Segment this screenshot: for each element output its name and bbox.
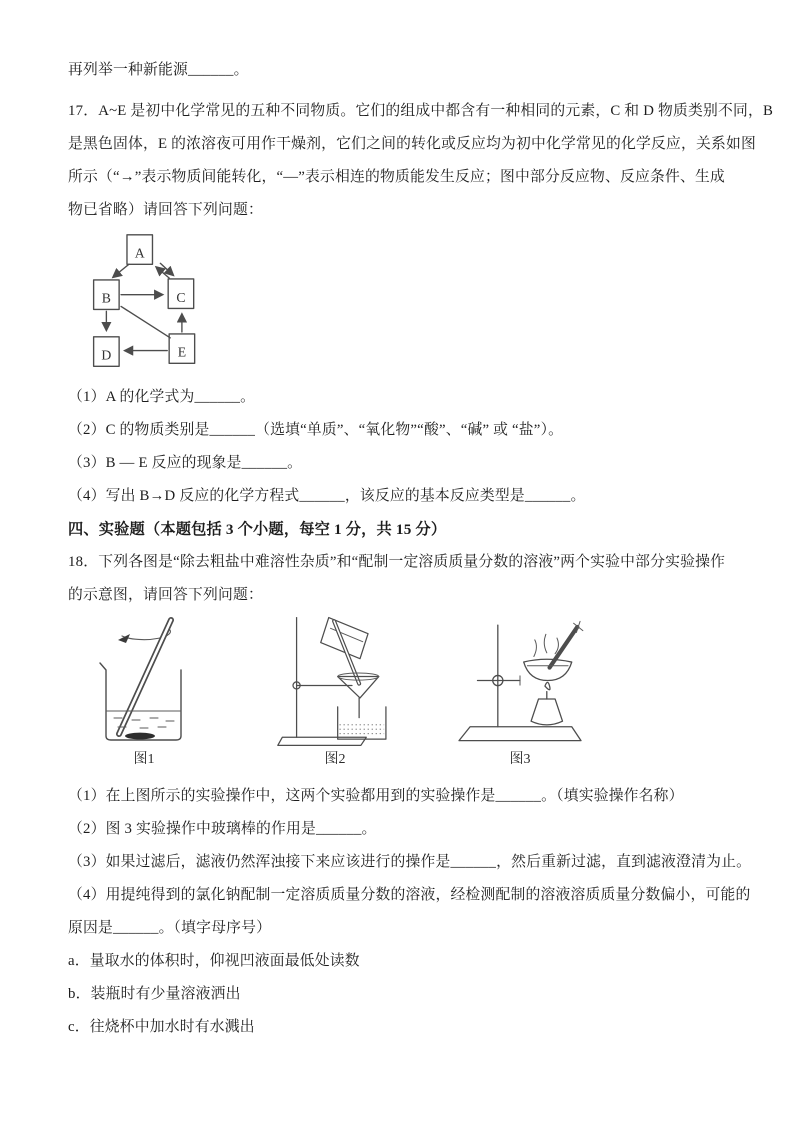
figure-2-label: 图2 [324, 752, 346, 767]
stand-base [459, 727, 581, 741]
question-17-sub-4: （4）写出 B→D 反应的化学方程式______，该反应的基本反应类型是______。 [68, 488, 586, 504]
question-18-sub-4-line-1: （4）用提纯得到的氯化钠配制一定溶质质量分数的溶液，经检测配制的溶液溶质质量分数偏小，可能的 [68, 887, 751, 903]
question-17-sub-2: （2）C 的物质类别是______（选填“单质”、“氧化物”“酸”、“碱” 或 “盐”）。 [68, 422, 564, 438]
question-18-option-a: a．量取水的体积时，仰视凹液面最低处读数 [68, 953, 360, 969]
evaporating-dish [524, 659, 572, 680]
question-18 [68, 546, 752, 1044]
experiment-figures [88, 612, 734, 770]
question-18-option-b: b．装瓶时有少量溶液洒出 [68, 986, 241, 1002]
question-17-line-1: 17．A~E 是初中化学常见的五种不同物质。它们的组成中都含有一种相同的元素，C 和 D 物质类别不同，B [68, 103, 774, 119]
node-label-b: B [101, 290, 111, 306]
arrow-a-to-b [113, 264, 129, 277]
filtrate [339, 725, 384, 734]
lamp-flame [545, 682, 550, 689]
node-label-d: D [101, 347, 112, 363]
node-label-e: E [177, 344, 187, 360]
question-17-line-2: 是黑色固体，E 的浓溶夜可用作干燥剂，它们之间的转化或反应均为初中化学常见的化学反应，关系如图 [68, 136, 757, 152]
receiving-beaker [338, 707, 386, 739]
question-17-line-4: 物已省略）请回答下列问题： [68, 202, 263, 218]
steam-wisps [534, 634, 559, 656]
figure-1-dissolving [88, 614, 200, 770]
intro-line: 再列举一种新能源______。 [68, 62, 249, 78]
question-17-sub-1: （1）A 的化学式为______。 [68, 389, 256, 405]
evaporation-illustration [444, 614, 596, 748]
question-18-sub-1: （1）在上图所示的实验操作中，这两个实验都用到的实验操作是______。（填实验操作名称） [68, 788, 684, 804]
question-18-sub-3: （3）如果过滤后，滤液仍然浑浊接下来应该进行的操作是______，然后重新过滤，直到滤液澄清为止。 [68, 854, 752, 870]
question-17-sub-3: （3）B — E 反应的现象是______。 [68, 455, 303, 471]
undissolved-solid [125, 733, 155, 740]
question-18-sub-2: （2）图 3 实验操作中玻璃棒的作用是______。 [68, 821, 377, 837]
figure-3-label: 图3 [509, 752, 531, 767]
glass-rod [550, 627, 578, 668]
substance-relation-diagram [74, 227, 280, 381]
node-label-a: A [134, 245, 145, 261]
figure-1-label: 图1 [133, 752, 155, 767]
question-18-sub-4-line-2: 原因是______。（填字母序号） [68, 920, 272, 936]
figure-2-filtration [270, 614, 400, 770]
arrow-a-to-c [160, 263, 173, 275]
dissolving-beaker-illustration [88, 614, 200, 748]
figure-3-evaporation [444, 614, 596, 770]
section-4-header: 四、实验题（本题包括 3 个小题，每空 1 分，共 15 分） [68, 521, 447, 538]
node-label-c: C [176, 289, 186, 305]
question-17-line-3: 所示（“→”表示物质间能转化，“—”表示相连的物质能发生反应；图中部分反应物、反应条件、生成 [68, 169, 725, 185]
alcohol-lamp-body [531, 699, 562, 725]
filtration-illustration [270, 614, 400, 748]
question-18-option-c: c．往烧杯中加水时有水溅出 [68, 1019, 255, 1035]
question-18-line-1: 18．下列各图是“除去粗盐中难溶性杂质”和“配制一定溶质质量分数的溶液”两个实验中部分实验操作 [68, 554, 726, 570]
question-17 [68, 95, 774, 513]
pouring-beaker [321, 618, 368, 659]
line-b-e [121, 306, 170, 337]
question-18-line-2: 的示意图，请回答下列问题： [68, 587, 263, 603]
